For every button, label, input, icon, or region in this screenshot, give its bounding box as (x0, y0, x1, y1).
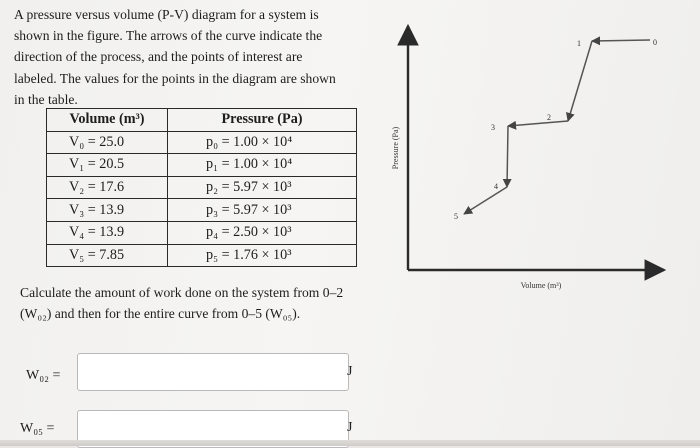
segment-4-5 (464, 187, 507, 214)
volume-cell: V₅ = 7.85 (47, 244, 168, 267)
pressure-cell: p₂ = 5.97 × 10³ (168, 176, 357, 199)
pressure-cell: p₃ = 5.97 × 10³ (168, 199, 357, 222)
column-header-pressure: Pressure (Pa) (168, 109, 357, 132)
question-line: (W₀₂) and then for the entire curve from 0–5 (W₀₅). (20, 306, 301, 321)
point-label-2: 2 (547, 113, 551, 122)
volume-cell: V₀ = 25.0 (47, 131, 168, 154)
page-bottom-edge (0, 440, 700, 446)
intro-line: A pressure versus volume (P-V) diagram for a system is (14, 7, 319, 22)
y-axis-label: Pressure (Pa) (391, 126, 400, 170)
w02-answer-input[interactable] (77, 353, 349, 391)
intro-line: direction of the process, and the points of interest are (14, 49, 303, 65)
intro-line: shown in the figure. The arrows of the curve indicate the (14, 28, 323, 44)
w02-unit: J (347, 364, 353, 379)
intro-line: labeled. The values for the points in the diagram are shown (14, 70, 336, 86)
pressure-cell: p₄ = 2.50 × 10³ (168, 221, 357, 244)
w05-unit: J (347, 420, 353, 435)
volume-cell: V₂ = 17.6 (47, 176, 168, 199)
column-header-volume: Volume (m³) (47, 109, 168, 132)
point-label-5: 5 (454, 212, 458, 221)
segment-0-1 (592, 40, 650, 41)
w02-label: W₀₂ = (26, 368, 61, 383)
question-line: Calculate the amount of work done on the system from 0–2 (20, 285, 344, 300)
point-label-3: 3 (491, 123, 495, 132)
point-label-4: 4 (494, 182, 498, 191)
pressure-cell: p₀ = 1.00 × 10⁴ (168, 131, 357, 154)
point-label-0: 0 (653, 38, 657, 47)
segment-2-3 (508, 121, 568, 126)
segment-3-4 (507, 126, 508, 187)
segment-1-2 (568, 41, 592, 121)
w05-label: W₀₅ = (20, 421, 55, 436)
volume-cell: V₁ = 20.5 (47, 154, 168, 177)
x-axis-label: Volume (m³) (520, 281, 562, 290)
intro-line: in the table. (14, 91, 78, 107)
volume-cell: V₃ = 13.9 (47, 199, 168, 222)
volume-cell: V₄ = 13.9 (47, 221, 168, 244)
pressure-cell: p₁ = 1.00 × 10⁴ (168, 154, 357, 177)
pressure-cell: p₅ = 1.76 × 10³ (168, 244, 357, 267)
point-label-1: 1 (577, 39, 581, 48)
